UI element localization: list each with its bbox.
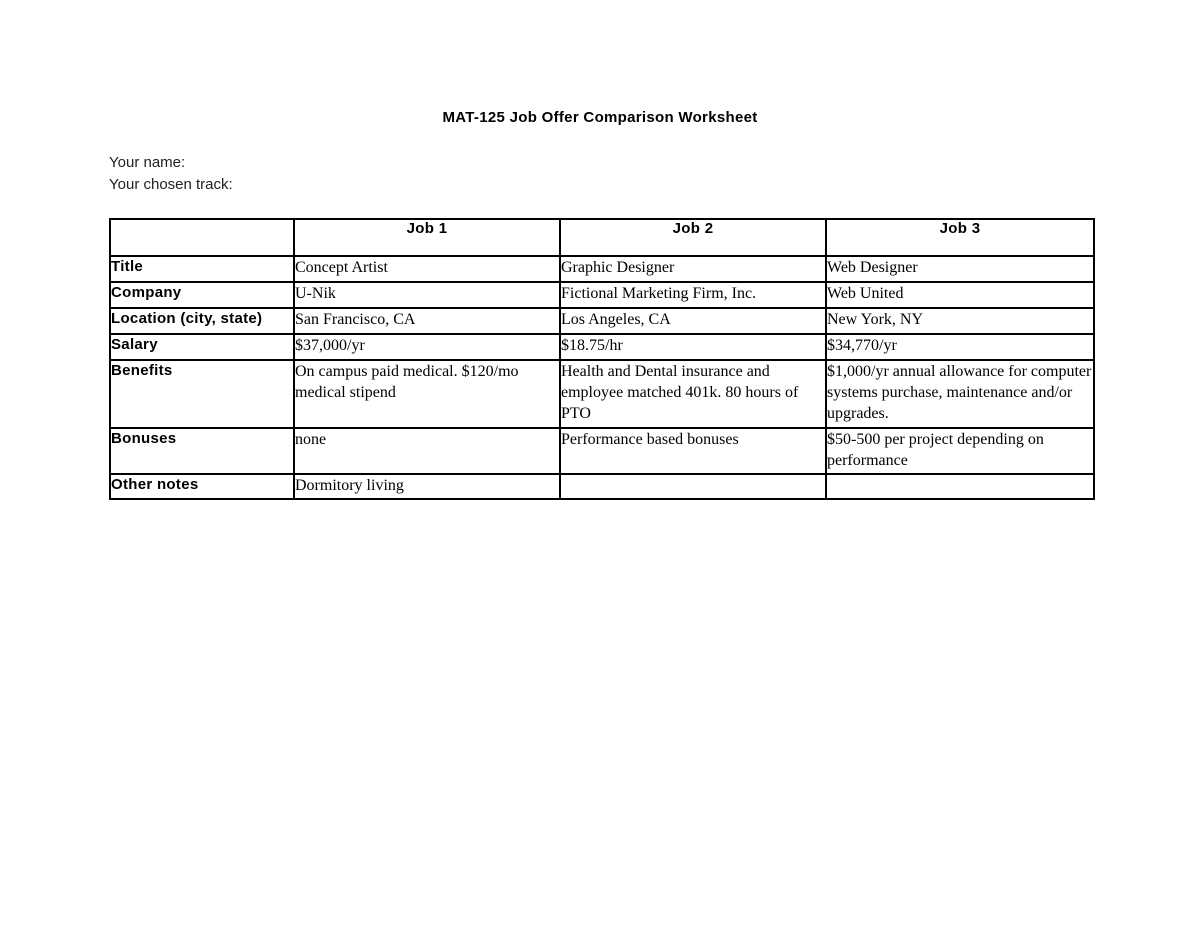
cell-salary-job-1: $37,000/yr bbox=[294, 334, 560, 360]
cell-location-job-2: Los Angeles, CA bbox=[560, 308, 826, 334]
your-track-label: Your chosen track: bbox=[109, 176, 233, 193]
table-row bbox=[110, 256, 1094, 282]
table-row bbox=[110, 360, 1094, 428]
corner-cell bbox=[110, 219, 294, 256]
row-label-company: Company bbox=[110, 282, 294, 308]
row-label-location: Location (city, state) bbox=[110, 308, 294, 334]
cell-notes-job-3 bbox=[826, 474, 1094, 499]
cell-company-job-1: U-Nik bbox=[294, 282, 560, 308]
cell-salary-job-3: $34,770/yr bbox=[826, 334, 1094, 360]
table-row bbox=[110, 282, 1094, 308]
cell-title-job-1: Concept Artist bbox=[294, 256, 560, 282]
cell-benefits-job-3: $1,000/yr annual allowance for computer systems purchase, maintenance and/or upgrades. bbox=[826, 360, 1094, 428]
row-label-salary: Salary bbox=[110, 334, 294, 360]
cell-notes-job-2 bbox=[560, 474, 826, 499]
cell-bonuses-job-3: $50-500 per project depending on performance bbox=[826, 428, 1094, 474]
table-row bbox=[110, 334, 1094, 360]
cell-company-job-2: Fictional Marketing Firm, Inc. bbox=[560, 282, 826, 308]
cell-bonuses-job-1: none bbox=[294, 428, 560, 474]
your-name-label: Your name: bbox=[109, 154, 186, 171]
row-label-benefits: Benefits bbox=[110, 360, 294, 428]
table-row bbox=[110, 308, 1094, 334]
cell-benefits-job-2: Health and Dental insurance and employee matched 401k. 80 hours of PTO bbox=[560, 360, 826, 428]
page-title: MAT-125 Job Offer Comparison Worksheet bbox=[442, 109, 758, 126]
row-label-other-notes: Other notes bbox=[110, 474, 294, 499]
column-header-job-2: Job 2 bbox=[560, 219, 826, 256]
cell-location-job-1: San Francisco, CA bbox=[294, 308, 560, 334]
cell-benefits-job-1: On campus paid medical. $120/mo medical stipend bbox=[294, 360, 560, 428]
cell-title-job-3: Web Designer bbox=[826, 256, 1094, 282]
table-row bbox=[110, 474, 1094, 499]
cell-salary-job-2: $18.75/hr bbox=[560, 334, 826, 360]
cell-title-job-2: Graphic Designer bbox=[560, 256, 826, 282]
cell-location-job-3: New York, NY bbox=[826, 308, 1094, 334]
job-comparison-table bbox=[109, 218, 1095, 500]
cell-bonuses-job-2: Performance based bonuses bbox=[560, 428, 826, 474]
column-header-job-3: Job 3 bbox=[826, 219, 1094, 256]
table-header-row bbox=[110, 219, 1094, 256]
column-header-job-1: Job 1 bbox=[294, 219, 560, 256]
row-label-title: Title bbox=[110, 256, 294, 282]
cell-notes-job-1: Dormitory living bbox=[294, 474, 560, 499]
cell-company-job-3: Web United bbox=[826, 282, 1094, 308]
row-label-bonuses: Bonuses bbox=[110, 428, 294, 474]
table-row bbox=[110, 428, 1094, 474]
